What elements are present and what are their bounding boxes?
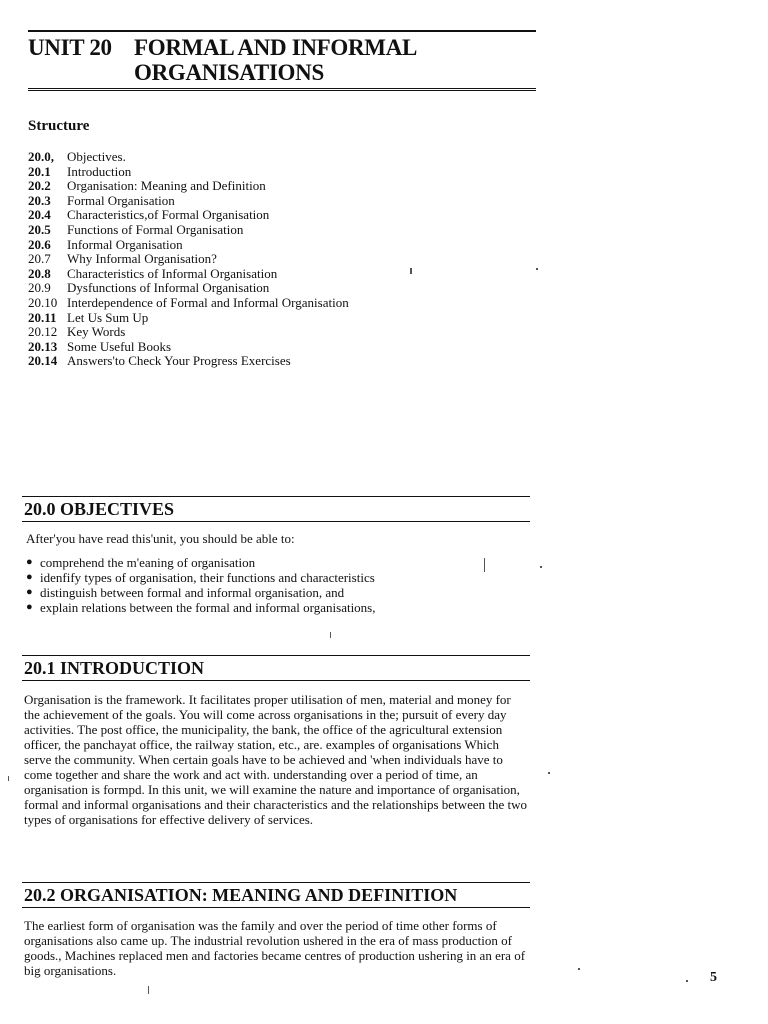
structure-item-text: Objectives.: [67, 149, 126, 164]
scan-speck: [686, 980, 688, 982]
objective-text: explain relations between the formal and informal organisations,: [40, 600, 376, 615]
structure-item: [28, 325, 349, 340]
structure-item: [28, 354, 349, 369]
page-number: 5: [710, 970, 717, 985]
structure-item-number: 20.6: [28, 236, 51, 252]
objective-item: [26, 600, 376, 615]
scan-speck: [148, 986, 149, 994]
unit-number: UNIT 20: [28, 35, 112, 60]
unit-name: [134, 35, 417, 85]
bullet-icon: ●: [26, 586, 33, 598]
structure-item-text: Why Informal Organisation?: [67, 251, 217, 267]
structure-item: [28, 208, 349, 223]
structure-item-number: 20.0,: [28, 149, 54, 164]
structure-item-number: 20.14: [28, 353, 58, 369]
structure-item: [28, 165, 349, 180]
structure-item: [28, 267, 349, 282]
structure-heading: Structure: [28, 118, 90, 134]
structure-item-number: 20.3: [28, 192, 51, 208]
header-bottom-rule: [28, 88, 536, 91]
scan-speck: [484, 558, 485, 572]
structure-item-text: Functions of Formal Organisation: [67, 221, 244, 237]
structure-item: [28, 238, 349, 253]
structure-item-text: Key Words: [67, 324, 126, 340]
section-bottom-rule: [22, 907, 530, 908]
scan-speck: [578, 968, 580, 970]
structure-item: [28, 340, 349, 355]
introduction-paragraph: Organisation is the framework. It facilitates proper utilisation of men, material and money for the achievement of the goals. You will come across organisations in the; pursuit of every day activities. The post office, the municipality, the bank, the office of the agricultural extension officer, the panchayat office, the railway station, etc., are. examples of organisations Which serve the community. When certain goals have to be achieved and 'when individuals have to come together and share the work and act with. understanding over a period of time, an organisation is formpd. In this unit, we will examine the nature and importance of organisation, formal and informal organisations and their characteristics and the relationships between the two types of organisations for effective delivery of services.: [24, 692, 527, 827]
meaning-heading-block: [22, 882, 530, 908]
objectives-intro: After'you have read this'unit, you should be able to:: [26, 531, 295, 546]
introduction-heading-block: [22, 655, 530, 681]
objectives-heading-block: [22, 496, 530, 522]
unit-title: [28, 32, 536, 85]
structure-item-text: Answers'to Check Your Progress Exercises: [67, 353, 291, 369]
structure-item-text: Some Useful Books: [67, 338, 171, 354]
objectives-heading: 20.0 OBJECTIVES: [24, 499, 175, 519]
structure-item-number: 20.7: [28, 251, 51, 267]
objective-text: idenfify types of organisation, their functions and characteristics: [40, 570, 375, 585]
structure-item: [28, 150, 349, 165]
bullet-icon: ●: [26, 571, 33, 583]
structure-item: [28, 311, 349, 326]
section-bottom-rule: [22, 680, 530, 681]
scan-speck: [8, 776, 9, 781]
scan-speck: [536, 268, 538, 270]
structure-item-number: 20.1: [28, 163, 51, 179]
structure-item-number: 20.4: [28, 207, 51, 223]
structure-item-number: 20.8: [28, 265, 51, 281]
objective-item: [26, 555, 376, 570]
structure-item: [28, 281, 349, 296]
objective-item: [26, 570, 376, 585]
introduction-heading: 20.1 INTRODUCTION: [24, 658, 205, 678]
structure-item-number: 20.13: [28, 338, 58, 354]
meaning-paragraph: The earliest form of organisation was the family and over the period of time other forms of organisations also came up. The industrial revolution ushered in the era of mass production of goods., Machines replaced men and factories became centres of production ushering in an era of big organisations.: [24, 918, 526, 978]
structure-item: [28, 179, 349, 194]
structure-item-text: Dysfunctions of Informal Organisation: [67, 280, 270, 296]
structure-item-text: Organisation: Meaning and Definition: [67, 178, 266, 194]
objectives-list: [26, 555, 376, 615]
structure-item-number: 20.9: [28, 280, 51, 296]
structure-item-text: Characteristics of Informal Organisation: [67, 265, 278, 281]
scan-speck: [330, 632, 331, 638]
objective-text: comprehend the m'eaning of organisation: [40, 555, 256, 570]
objective-text: distinguish between formal and informal organisation, and: [40, 585, 345, 600]
scan-speck: [548, 772, 550, 774]
structure-item: [28, 252, 349, 267]
bullet-icon: ●: [26, 601, 33, 613]
bullet-icon: ●: [26, 556, 33, 568]
structure-item-number: 20.10: [28, 294, 58, 310]
structure-item-text: Formal Organisation: [67, 192, 175, 208]
unit-title-line-2: ORGANISATIONS: [134, 60, 324, 85]
meaning-heading: 20.2 ORGANISATION: MEANING AND DEFINITION: [24, 885, 458, 905]
unit-header: [28, 30, 536, 91]
scan-speck: [410, 268, 412, 274]
scan-speck: [540, 566, 542, 568]
structure-item-number: 20.5: [28, 221, 51, 237]
structure-item-number: 20.11: [28, 309, 57, 325]
structure-item: [28, 223, 349, 238]
unit-title-line-1: FORMAL AND INFORMAL: [134, 35, 418, 60]
structure-item-number: 20.12: [28, 324, 58, 340]
structure-list: [28, 150, 349, 369]
structure-item-text: Characteristics,of Formal Organisation: [67, 207, 270, 223]
objective-item: [26, 585, 376, 600]
structure-item-text: Informal Organisation: [67, 236, 183, 252]
structure-item-text: Interdependence of Formal and Informal Organisation: [67, 294, 349, 310]
section-bottom-rule: [22, 521, 530, 522]
structure-item: [28, 194, 349, 209]
structure-item-number: 20.2: [28, 178, 51, 194]
structure-item-text: Let Us Sum Up: [67, 309, 149, 325]
structure-item: [28, 296, 349, 311]
structure-item-text: Introduction: [67, 163, 132, 179]
